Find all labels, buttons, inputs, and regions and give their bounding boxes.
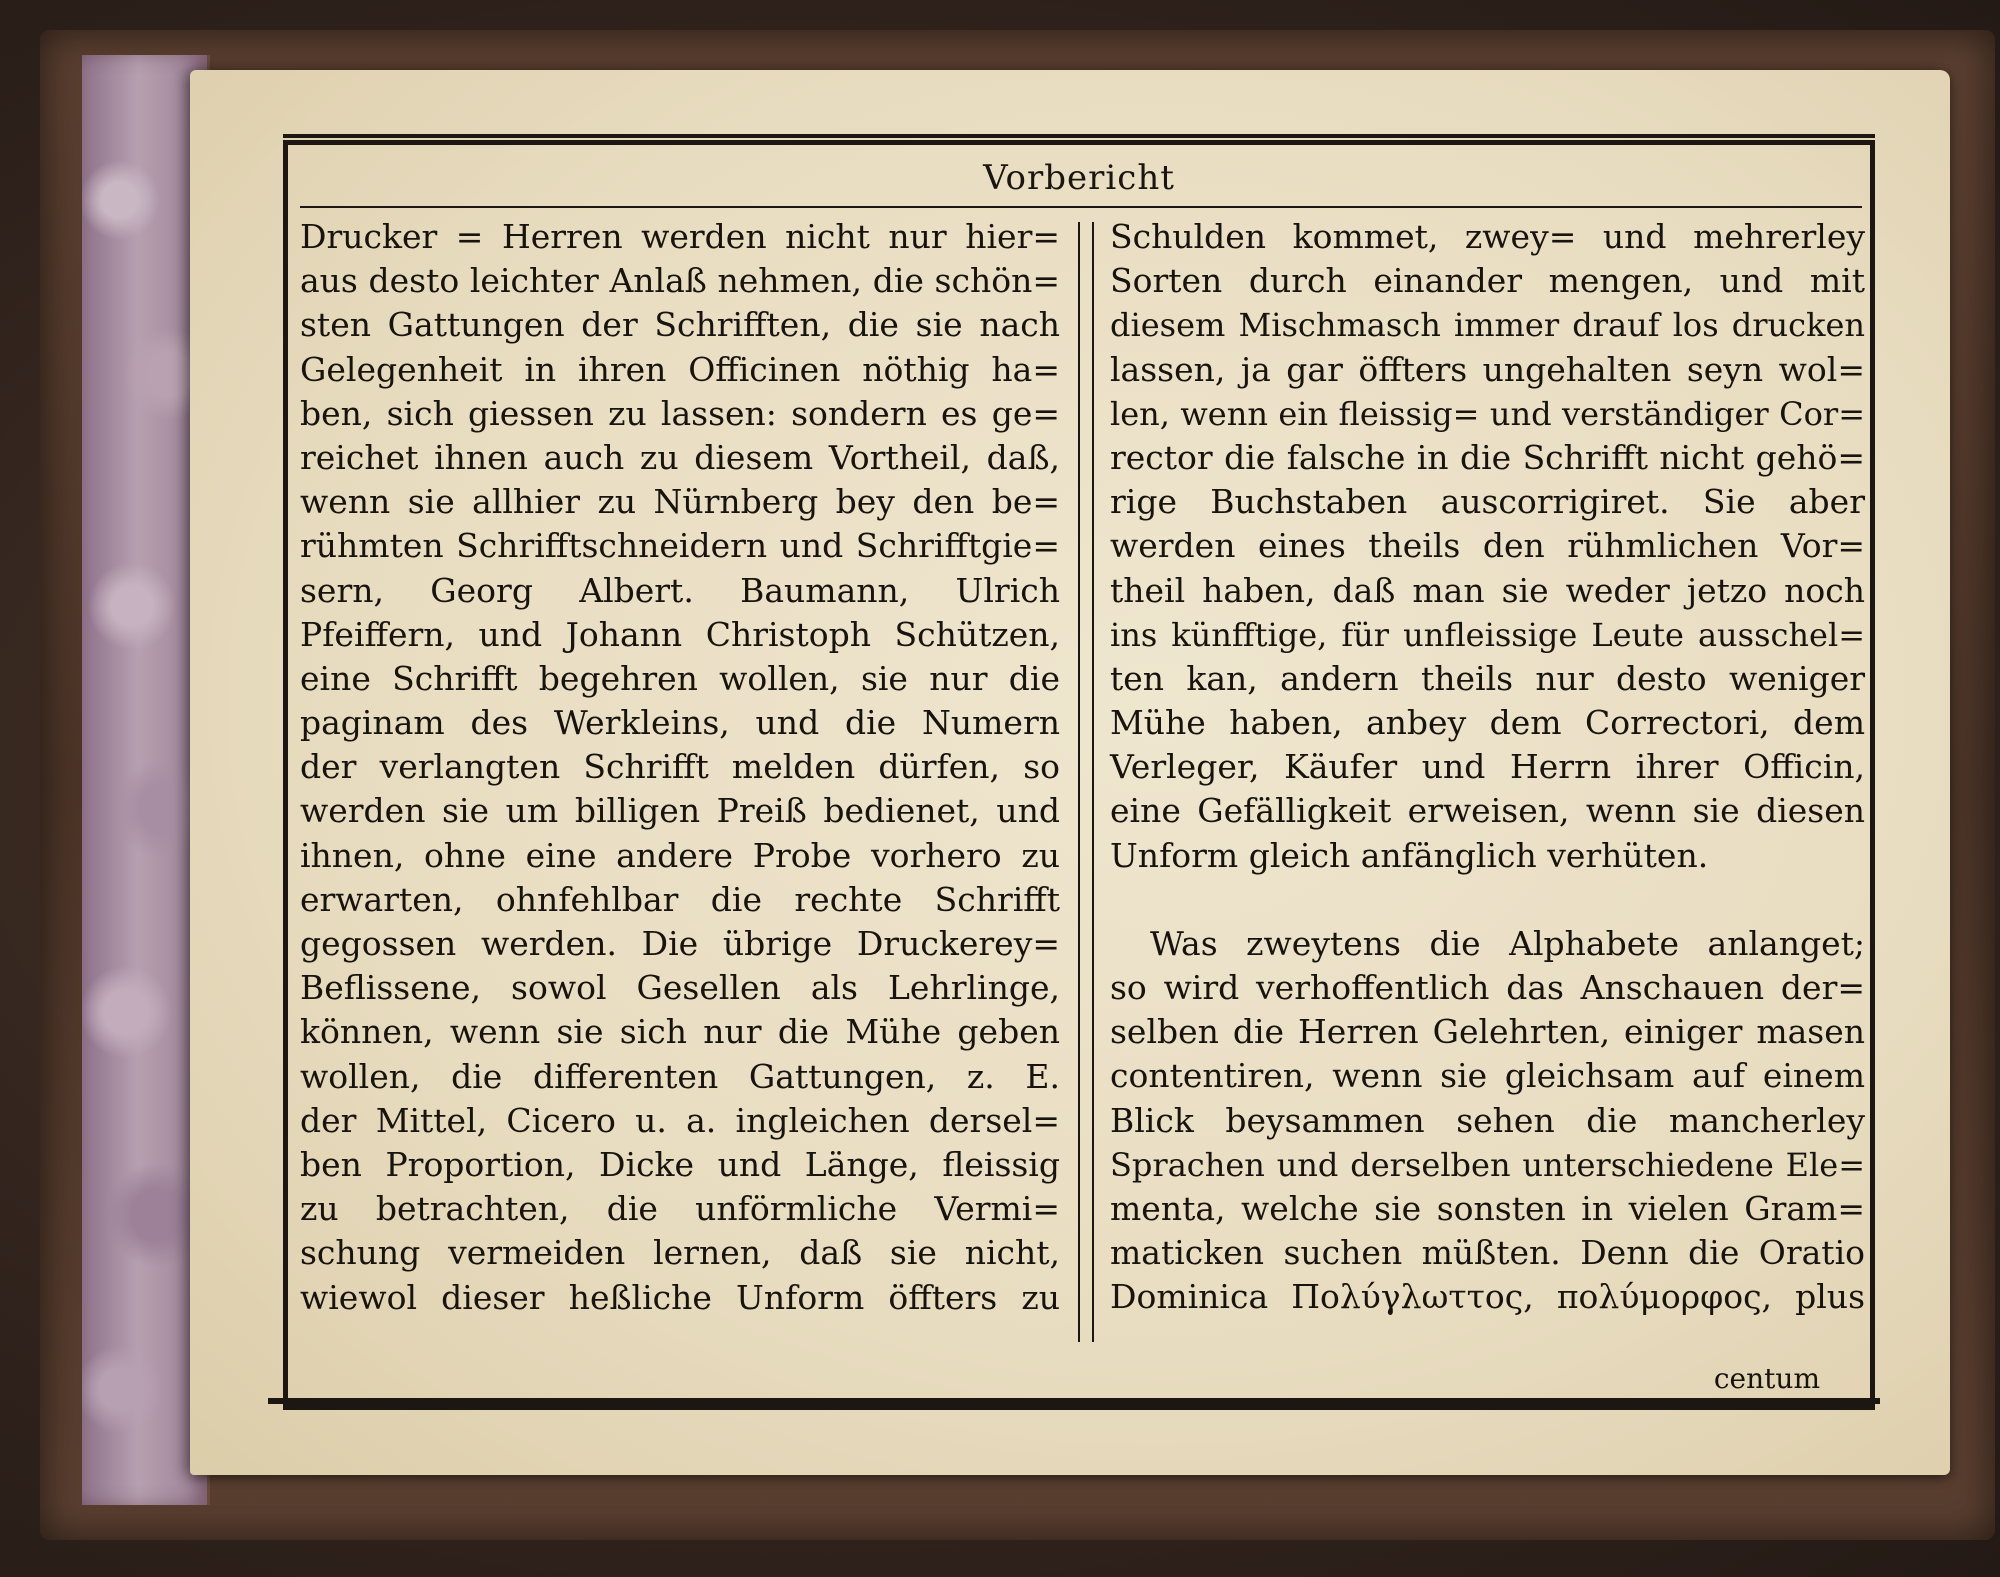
text-line: erwarten, ohnfehlbar die rechte Schrifft bbox=[300, 879, 1060, 919]
text-line: zu betrachten, die unförmliche Vermi= bbox=[300, 1189, 1060, 1229]
text-line: Blick beysammen sehen die mancherley bbox=[1110, 1100, 1865, 1140]
text-line: ihnen, ohne eine andere Probe vorhero zu bbox=[300, 835, 1060, 875]
text-line: eine Schrifft begehren wollen, sie nur die bbox=[300, 658, 1060, 698]
text-line: Beflissene, sowol Gesellen als Lehrlinge, bbox=[300, 968, 1060, 1008]
text-line: Sprachen und derselben unterschiedene Ele= bbox=[1110, 1145, 1865, 1184]
text-line: wiewol dieser heßliche Unform öffters zu bbox=[300, 1277, 1060, 1317]
text-line: Mühe haben, anbey dem Correctori, dem bbox=[1110, 703, 1865, 743]
text-line: ten kan, andern theils nur desto weniger bbox=[1110, 658, 1865, 698]
text-line: Dominica Πολύγλωττος, πολύμορφος, plus bbox=[1110, 1277, 1865, 1317]
text-line: menta, welche sie sonsten in vielen Gram= bbox=[1110, 1188, 1865, 1228]
text-line: maticken suchen müßten. Denn die Oratio bbox=[1110, 1233, 1865, 1273]
text-line: lassen, ja gar öffters ungehalten seyn wol= bbox=[1110, 349, 1865, 389]
text-line: Pfeiffern, und Johann Christoph Schützen, bbox=[300, 614, 1060, 654]
top-rule bbox=[283, 134, 1875, 138]
text-line: Sorten durch einander mengen, und mit bbox=[1110, 261, 1865, 301]
catchword: centum bbox=[1713, 1362, 1820, 1395]
text-line: werden sie um billigen Preiß bedienet, und bbox=[300, 791, 1060, 831]
text-line: können, wenn sie sich nur die Mühe geben bbox=[300, 1012, 1060, 1052]
text-line: Schulden kommet, zwey= und mehrerley bbox=[1110, 217, 1865, 256]
left-column bbox=[300, 215, 1060, 1320]
text-line: der Mittel, Cicero u. a. ingleichen dersel= bbox=[300, 1100, 1060, 1140]
text-line: rector die falsche in die Schrifft nicht gehö= bbox=[1110, 437, 1865, 477]
text-line: ben, sich giessen zu lassen: sondern es ge= bbox=[300, 393, 1060, 433]
text-line: so wird verhoffentlich das Anschauen der= bbox=[1110, 968, 1865, 1007]
running-head: Vorbericht bbox=[983, 158, 1175, 198]
text-line: diesem Mischmasch immer drauf los drucken bbox=[1110, 306, 1865, 345]
text-line: reichet ihnen auch zu diesem Vortheil, daß, bbox=[300, 437, 1060, 477]
text-line: werden eines theils den rühmlichen Vor= bbox=[1110, 526, 1865, 566]
text-line: Unform gleich anfänglich verhüten. bbox=[1110, 835, 1709, 875]
text-line: Verleger, Käufer und Herrn ihrer Officin, bbox=[1110, 747, 1865, 787]
text-line: wollen, die differenten Gattungen, z. E. bbox=[300, 1056, 1060, 1096]
text-line: gegossen werden. Die übrige Druckerey= bbox=[300, 924, 1060, 963]
text-line: ben Proportion, Dicke und Länge, fleissig bbox=[300, 1144, 1060, 1184]
text-line: rige Buchstaben auscorrigiret. Sie aber bbox=[1110, 482, 1865, 522]
right-column bbox=[1110, 215, 1865, 1320]
header-rule bbox=[300, 206, 1862, 208]
text-line: paginam des Werkleins, und die Numern bbox=[300, 703, 1060, 743]
text-line: wenn sie allhier zu Nürnberg bey den be= bbox=[300, 482, 1060, 522]
text-line: schung vermeiden lernen, daß sie nicht, bbox=[300, 1233, 1060, 1273]
text-line: rühmten Schrifftschneidern und Schrifftgie= bbox=[300, 526, 1060, 566]
text-line: len, wenn ein fleissig= und verständiger Cor= bbox=[1110, 394, 1865, 433]
column-divider bbox=[1078, 222, 1094, 1342]
text-line: aus desto leichter Anlaß nehmen, die schön= bbox=[300, 261, 1060, 301]
text-line: Gelegenheit in ihren Officinen nöthig ha= bbox=[300, 349, 1060, 389]
text-line: Drucker = Herren werden nicht nur hier= bbox=[300, 217, 1060, 256]
text-line: theil haben, daß man sie weder jetzo noch bbox=[1110, 570, 1865, 610]
text-line: eine Gefälligkeit erweisen, wenn sie diesen bbox=[1110, 791, 1865, 831]
text-line: selben die Herren Gelehrten, einiger masen bbox=[1110, 1012, 1865, 1052]
paragraph-spacer bbox=[1110, 878, 1865, 922]
text-line: sten Gattungen der Schrifften, die sie nach bbox=[300, 305, 1060, 345]
bottom-rule bbox=[268, 1398, 1880, 1404]
text-line: ins künfftige, für unfleissige Leute ausschel= bbox=[1110, 615, 1865, 654]
text-line: Was zweytens die Alphabete anlanget; bbox=[1150, 923, 1865, 963]
text-line: der verlangten Schrifft melden dürfen, so bbox=[300, 747, 1060, 787]
text-line: sern, Georg Albert. Baumann, Ulrich bbox=[300, 570, 1060, 610]
text-line: contentiren, wenn sie gleichsam auf einem bbox=[1110, 1056, 1865, 1096]
